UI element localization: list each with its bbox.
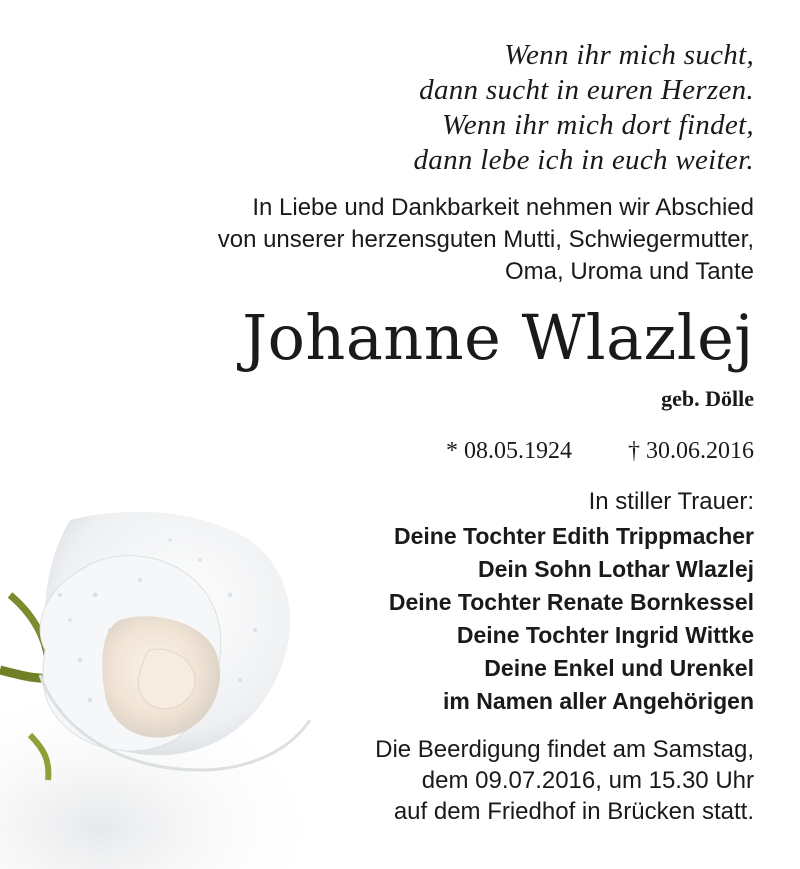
funeral-line: auf dem Friedhof in Brücken statt. — [393, 798, 754, 825]
farewell-intro — [218, 192, 754, 288]
funeral-line: Die Beerdigung findet am Samstag, — [375, 736, 754, 763]
birth-date: * 08.05.1924 — [446, 438, 572, 464]
intro-line: In Liebe und Dankbarkeit nehmen wir Abschied — [252, 194, 754, 221]
mourner-line: Deine Tochter Renate Bornkessel — [388, 589, 754, 615]
poem-line: dann lebe ich in euch weiter. — [413, 144, 754, 176]
intro-line: Oma, Uroma und Tante — [504, 258, 754, 285]
white-rose-icon — [0, 500, 330, 869]
poem-line: Wenn ihr mich sucht, — [504, 39, 754, 71]
mourner-line: Deine Enkel und Urenkel — [484, 655, 754, 681]
poem-line: dann sucht in euren Herzen. — [419, 74, 754, 106]
mourner-line: im Namen aller Angehörigen — [443, 688, 754, 714]
poem — [413, 38, 754, 178]
mourner-line: Dein Sohn Lothar Wlazlej — [477, 556, 754, 582]
life-dates — [446, 436, 754, 466]
mourner-line: Deine Tochter Edith Trippmacher — [394, 523, 754, 549]
mourners-list — [389, 520, 754, 718]
mourner-line: Deine Tochter Ingrid Wittke — [456, 622, 754, 648]
funeral-line: dem 09.07.2016, um 15.30 Uhr — [421, 767, 754, 794]
deceased-name: Johanne Wlazlej — [242, 301, 754, 374]
maiden-name: geb. Dölle — [661, 386, 754, 411]
intro-line: von unserer herzensguten Mutti, Schwiegermutter, — [217, 226, 754, 253]
funeral-details — [375, 734, 754, 827]
mourners-heading: In stiller Trauer: — [588, 488, 754, 515]
death-date: † 30.06.2016 — [628, 438, 754, 464]
poem-line: Wenn ihr mich dort findet, — [441, 109, 754, 141]
